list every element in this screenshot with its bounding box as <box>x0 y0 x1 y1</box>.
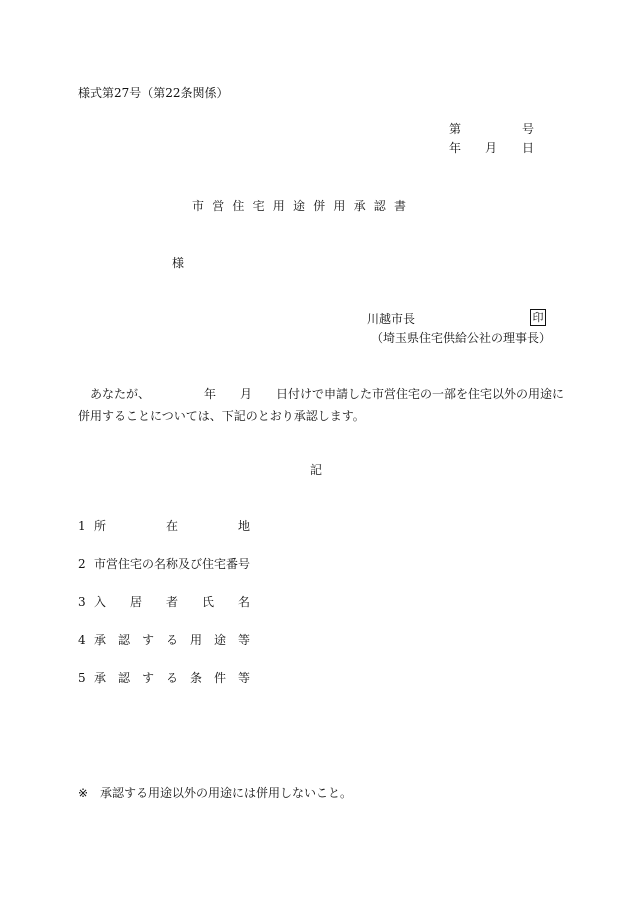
body-line-2: 併用することについては、下記のとおり承認します。 <box>78 409 365 423</box>
issuer-name: 川越市長 <box>367 312 416 326</box>
item-2-number: 2 <box>78 557 86 571</box>
item-3-number: 3 <box>78 595 86 609</box>
item-5-number: 5 <box>78 671 86 685</box>
issue-number-prefix: 第 <box>449 122 462 136</box>
item-4-number: 4 <box>78 633 86 647</box>
date-year: 年 <box>449 141 462 155</box>
addressee-suffix: 様 <box>172 256 185 270</box>
issue-number-suffix: 号 <box>522 122 535 136</box>
ki-heading: 記 <box>310 463 323 477</box>
document-title: 市営住宅用途併用承認書 <box>192 199 415 213</box>
form-number: 様式第27号（第22条関係） <box>78 86 229 100</box>
seal-mark: 印 <box>530 309 546 326</box>
item-1-label: 所 在 地 <box>94 519 251 533</box>
note-mark: ※ <box>78 786 89 800</box>
item-2-label: 市営住宅の名称及び住宅番号 <box>94 557 251 571</box>
date-month: 月 <box>485 141 498 155</box>
date-day: 日 <box>522 141 535 155</box>
item-1-number: 1 <box>78 519 86 533</box>
issuer-alternate: （埼玉県住宅供給公社の理事長） <box>371 331 552 345</box>
item-5-label: 承 認 す る 条 件 等 <box>94 671 251 685</box>
body-line-1: あなたが、 年 月 日付けで申請した市営住宅の一部を住宅以外の用途に <box>78 387 565 401</box>
note-text: 承認する用途以外の用途には併用しないこと。 <box>100 786 353 800</box>
body-paragraph <box>78 383 565 427</box>
item-3-label: 入 居 者 氏 名 <box>94 595 251 609</box>
item-4-label: 承 認 す る 用 途 等 <box>94 633 251 647</box>
